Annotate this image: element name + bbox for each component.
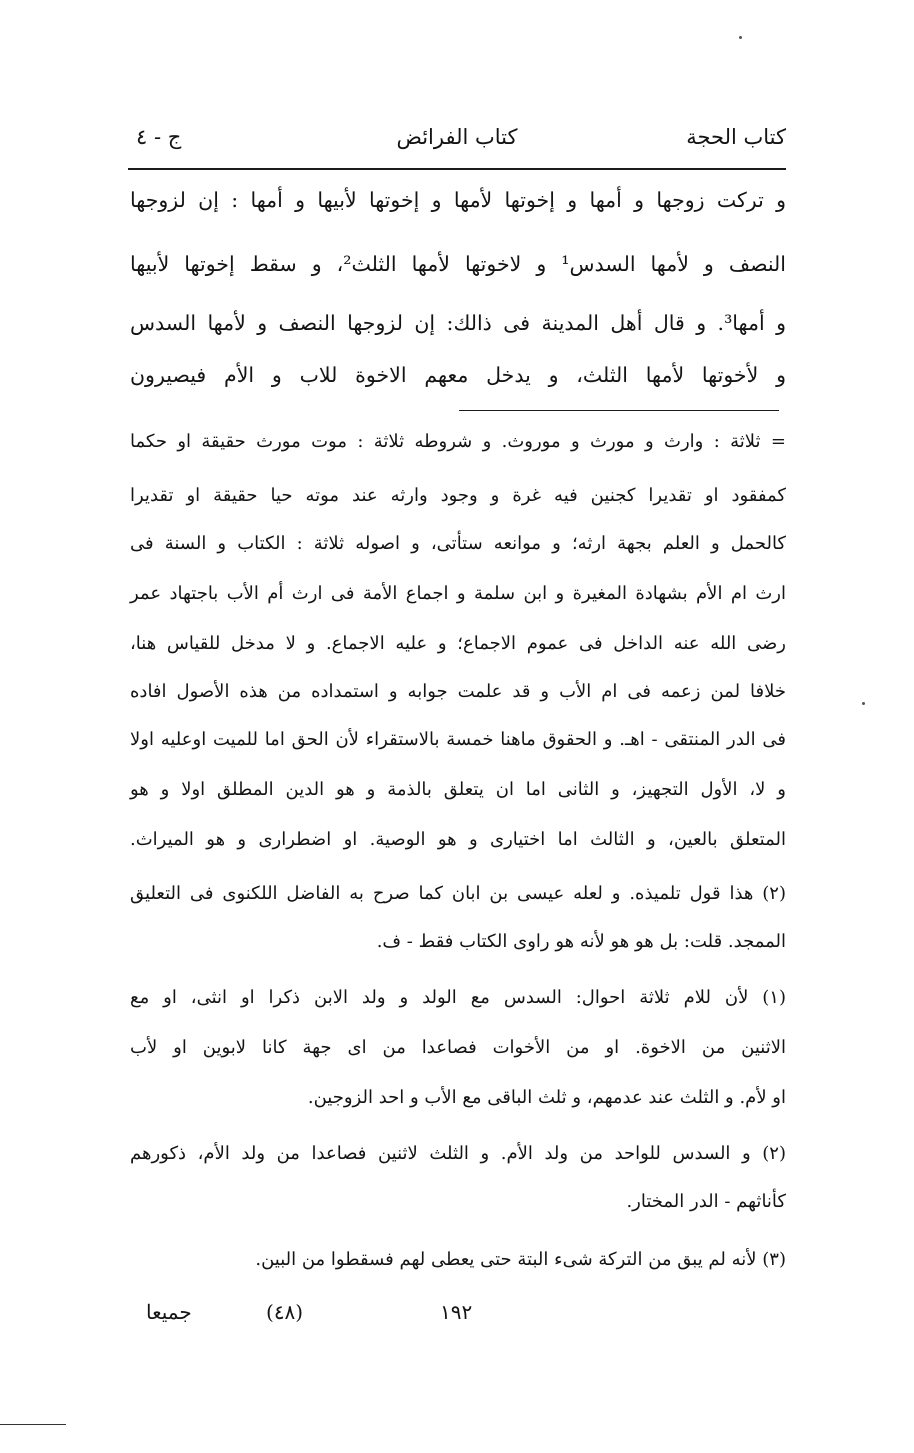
footnote-line: المتعلق بالعين، و الثالث اما اختيارى و هو الوصية. او اضطرارى و هو الميراث. <box>130 829 786 850</box>
footnote-line: الاثنين من الاخوة. او من الأخوات فصاعدا من اى جهة كانا لابوين او لأب <box>130 1037 786 1058</box>
bottom-edge-rule <box>0 1424 66 1425</box>
footnote-line: (٢) و السدس للواحد من ولد الأم. و الثلث لاثنين فصاعدا من ولد الأم، ذكورهم <box>130 1143 786 1164</box>
body-line: و تركت زوجها و أمها و إخوتها لأمها و إخوتها لأبيها و أمها : إن لزوجها <box>130 188 786 212</box>
header-part: ج - ٤ <box>136 125 182 149</box>
footnote-line: كمفقود او تقديرا كجنين فيه غرة و وجود وارثه عند موته حيا حقيقة او تقديرا <box>130 485 786 506</box>
header-book-title: كتاب الحجة <box>686 125 786 149</box>
footnote-separator <box>459 410 779 411</box>
footnote-line: رضى الله عنه الداخل فى عموم الاجماع؛ و عليه الاجماع. و لا مدخل للقياس هنا، <box>130 633 786 654</box>
body-line: و لأخوتها لأمها الثلث، و يدخل معهم الاخوة للاب و الأم فيصيرون <box>130 363 786 387</box>
scan-speck <box>739 36 742 39</box>
footnote-line: (٣) لأنه لم يبق من التركة شىء البتة حتى يعطى لهم فسقطوا من البين. <box>255 1249 786 1270</box>
body-line: النصف و لأمها السدس¹ و لاخوتها لأمها الثلث²، و سقط إخوتها لأبيها <box>130 252 786 276</box>
footer-catchword: جميعا <box>146 1300 192 1324</box>
header-chapter: كتاب الفرائض <box>396 125 518 149</box>
scan-speck <box>862 702 865 705</box>
footnote-line: كأناثهم - الدر المختار. <box>626 1191 786 1212</box>
footnote-line: = ثلاثة : وارث و مورث و موروث. و شروطه ثلاثة : موت مورث حقيقة او حكما <box>130 431 786 452</box>
footnote-line: كالحمل و العلم بجهة ارثه؛ و موانعه ستأتى، و اصوله ثلاثة : الكتاب و السنة فى <box>130 533 786 554</box>
footnote-line: او لأم. و الثلث عند عدمهم، و ثلث الباقى مع الأب و احد الزوجين. <box>307 1087 786 1108</box>
header-rule <box>128 168 786 170</box>
page-number: ١٩٢ <box>440 1300 473 1324</box>
footnote-line: (٢) هذا قول تلميذه. و لعله عيسى بن ابان كما صرح به الفاضل اللكنوى فى التعليق <box>130 883 786 904</box>
footnote-line: الممجد. قلت: بل هو هو لأنه هو راوى الكتاب فقط - ف. <box>376 931 786 952</box>
footnote-line: فى الدر المنتقى - اهـ. و الحقوق ماهنا خمسة بالاستقراء لأن الحق اما للميت اوعليه اولا <box>130 729 786 750</box>
footnote-line: ارث ام الأم بشهادة المغيرة و ابن سلمة و اجماع الأمة فى ارث أم الأب باجتهاد عمر <box>130 583 786 604</box>
footnote-line: (١) لأن للام ثلاثة احوال: السدس مع الولد و ولد الابن ذكرا او انثى، او مع <box>130 987 786 1008</box>
body-line: و أمها³. و قال أهل المدينة فى ذالك: إن لزوجها النصف و لأمها السدس <box>130 311 786 335</box>
footnote-line: خلافا لمن زعمه فى ام الأب و قد علمت جوابه و استمداده من هذه الأصول افاده <box>130 681 786 702</box>
footer-signature: (٤٨) <box>266 1300 304 1324</box>
footnote-line: و لا، الأول التجهيز، و الثانى اما ان يتعلق بالذمة و هو الدين المطلق اولا و هو <box>130 779 786 800</box>
